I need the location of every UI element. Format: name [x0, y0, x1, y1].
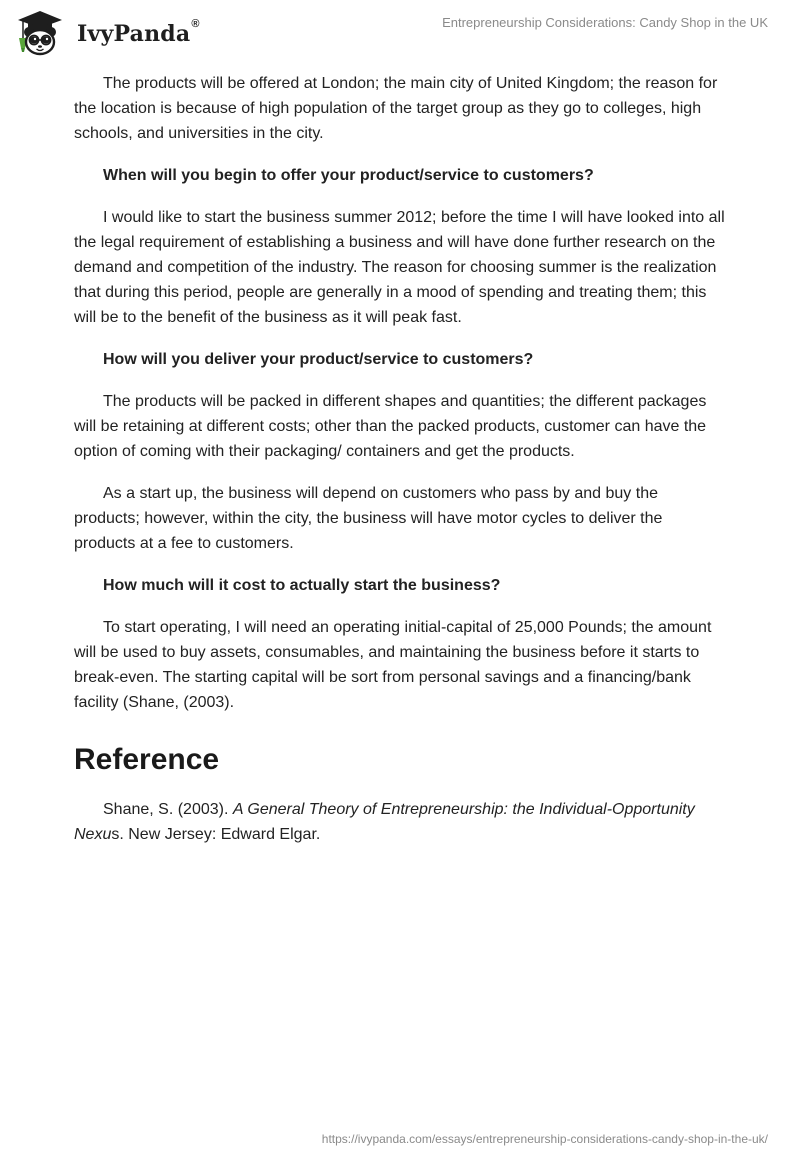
paragraph-delivery: As a start up, the business will depend on customers who pass by and buy the products; however, within the city, the business will have motor cycles to deliver the products at a fee to customers. [74, 485, 663, 552]
page-header [0, 0, 800, 64]
ivypanda-logo[interactable] [14, 8, 200, 58]
logo-text: IvyPanda [77, 21, 191, 47]
paragraph-location: The products will be offered at London; the main city of United Kingdom; the reason for the location is because of high population of the target group as they go to colleges, high schools, and universities in the city. [74, 75, 718, 142]
logo-wordmark [77, 18, 200, 47]
reference-heading: Reference [74, 743, 220, 776]
reference-publisher: s. New Jersey: Edward Elgar. [111, 826, 321, 843]
reference-author: Shane, S. (2003). [103, 801, 233, 818]
question-delivery: How will you deliver your product/service to customers? [103, 351, 534, 368]
paragraph-packaging: The products will be packed in different shapes and quantities; the different packages will be retaining at different costs; other than the packed products, customer can have the option of coming with their packaging/ containers and get the products. [74, 393, 707, 460]
panda-graduate-icon [14, 8, 70, 58]
question-cost: How much will it cost to actually start the business? [103, 577, 501, 594]
question-start-date: When will you begin to offer your product/service to customers? [103, 167, 594, 184]
essay-content [74, 71, 728, 847]
paragraph-start-date: I would like to start the business summer 2012; before the time I will have looked into all the legal requirement of establishing a business and will have done further research on the demand and competition of the industry. The reason for choosing summer is the realization that during this period, people are generally in a mood of spending and treating them; this will be to the benefit of the business as it will peak fast. [74, 209, 725, 326]
paragraph-cost: To start operating, I will need an operating initial-capital of 25,000 Pounds; the amount will be used to buy assets, consumables, and maintaining the business before it starts to break-even. The starting capital will be sort from personal savings and a financing/bank facility (Shane, (2003). [74, 619, 712, 711]
registered-mark: ® [191, 18, 200, 30]
source-url[interactable]: https://ivypanda.com/essays/entrepreneurship-considerations-candy-shop-in-the-uk/ [321, 1132, 768, 1146]
reference-entry [74, 797, 728, 847]
reference-title: A General Theory of Entrepreneurship: the Individual-Opportunity Nexu [74, 801, 695, 843]
document-title: Entrepreneurship Considerations: Candy Shop in the UK [442, 15, 768, 30]
